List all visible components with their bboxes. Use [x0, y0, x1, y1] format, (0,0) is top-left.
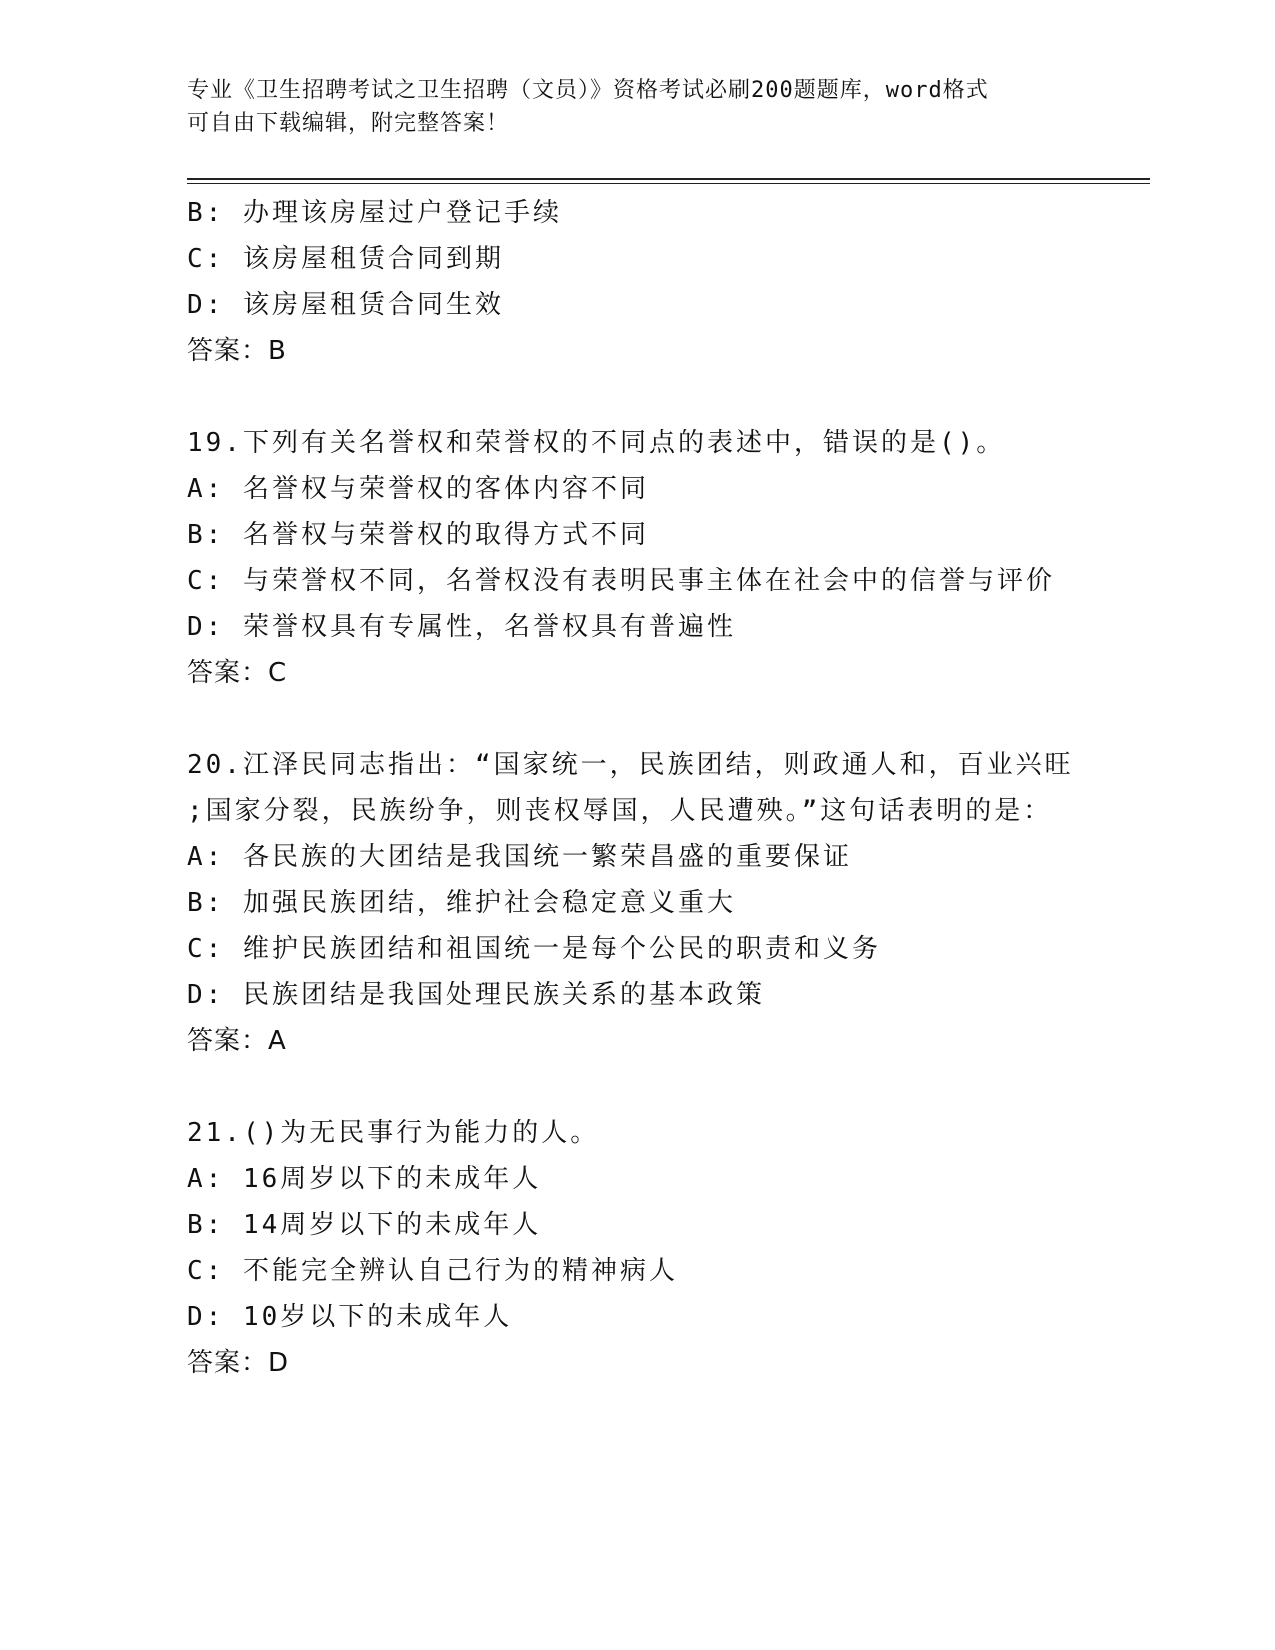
header-divider: [187, 178, 1150, 180]
document-header: [187, 74, 1087, 140]
header-line-1: 专业《卫生招聘考试之卫生招聘（文员）》资格考试必刷200题题库，word格式: [187, 78, 989, 103]
option-d: D: 该房屋租赁合同生效: [187, 290, 504, 320]
option-b: B: 办理该房屋过户登记手续: [187, 198, 562, 228]
spacer: [187, 374, 1147, 420]
spacer: [187, 696, 1147, 742]
option-b: B: 名誉权与荣誉权的取得方式不同: [187, 520, 649, 550]
option-c: C: 该房屋租赁合同到期: [187, 244, 504, 274]
question-block-19: [187, 420, 1147, 696]
option-d: D: 荣誉权具有专属性，名誉权具有普遍性: [187, 612, 736, 642]
option-c: C: 与荣誉权不同，名誉权没有表明民事主体在社会中的信誉与评价: [187, 566, 1055, 596]
question-list: [187, 190, 1147, 1386]
question-text-line-2: ;国家分裂，民族纷争，则丧权辱国，人民遭殃。”这句话表明的是：: [187, 796, 1053, 826]
question-text: 19.下列有关名誉权和荣誉权的不同点的表述中，错误的是()。: [187, 428, 1006, 458]
answer-line: 答案：B: [187, 336, 287, 366]
question-text-line-1: 20.江泽民同志指出：“国家统一，民族团结，则政通人和，百业兴旺: [187, 750, 1074, 780]
option-a: A: 名誉权与荣誉权的客体内容不同: [187, 474, 649, 504]
option-a: A: 各民族的大团结是我国统一繁荣昌盛的重要保证: [187, 842, 852, 872]
header-divider-thin: [187, 183, 1150, 184]
option-b: B: 加强民族团结，维护社会稳定意义重大: [187, 888, 736, 918]
answer-line: 答案：C: [187, 658, 288, 688]
option-d: D: 民族团结是我国处理民族关系的基本政策: [187, 980, 765, 1010]
option-a: A: 16周岁以下的未成年人: [187, 1164, 542, 1194]
option-d: D: 10岁以下的未成年人: [187, 1302, 513, 1332]
answer-line: 答案：A: [187, 1026, 287, 1056]
answer-line: 答案：D: [187, 1348, 290, 1378]
spacer: [187, 1064, 1147, 1110]
question-block-18: [187, 190, 1147, 374]
question-block-21: [187, 1110, 1147, 1386]
question-text: 21.()为无民事行为能力的人。: [187, 1118, 600, 1148]
header-line-2: 可自由下载编辑，附完整答案！: [187, 111, 510, 136]
question-block-20: [187, 742, 1147, 1064]
option-b: B: 14周岁以下的未成年人: [187, 1210, 542, 1240]
option-c: C: 维护民族团结和祖国统一是每个公民的职责和义务: [187, 934, 881, 964]
option-c: C: 不能完全辨认自己行为的精神病人: [187, 1256, 678, 1286]
